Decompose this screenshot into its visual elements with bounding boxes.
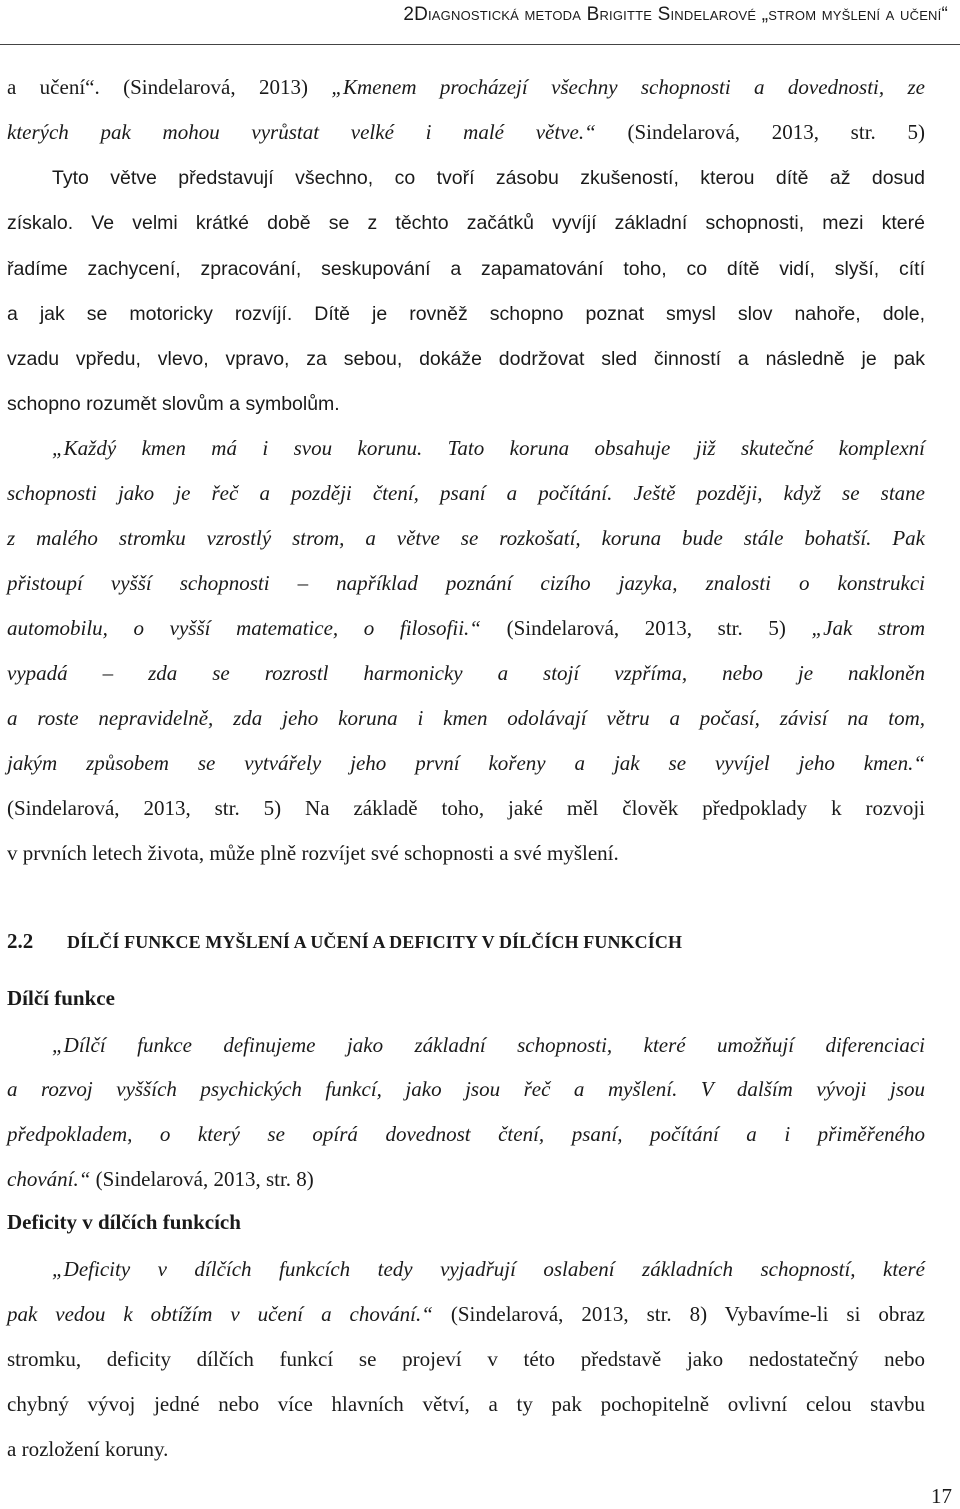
- text-segment: a jak se motoricky rozvíjí. Dítě je rovněž schopno poznat smysl slov nahoře, dole,: [7, 303, 925, 325]
- text-line: [7, 389, 925, 418]
- text-line: [7, 1300, 925, 1328]
- text-line: [7, 254, 925, 283]
- header-rule: [0, 44, 960, 45]
- subheading-dilci-funkce: Dílčí funkce: [7, 986, 115, 1010]
- text-line: [7, 118, 925, 146]
- italic-quote-text: pak vedou k obtížím v učení a chování.“: [7, 1302, 433, 1326]
- text-line: [7, 614, 925, 642]
- text-segment: (Sindelarová, 2013, str. 8): [90, 1167, 314, 1191]
- text-segment: schopno rozumět slovům a symbolům.: [7, 393, 340, 415]
- subheading-deficity: Deficity v dílčích funkcích: [7, 1210, 241, 1234]
- text-line: [7, 1165, 925, 1193]
- section-title: DÍLČÍ FUNKCE MYŠLENÍ A UČENÍ A DEFICITY V DÍLČÍCH FUNKCÍCH: [67, 932, 683, 952]
- page-number: 17: [931, 1484, 952, 1508]
- italic-quote-text: vypadá – zda se rozrostl harmonicky a stojí vzpříma, nebo je nakloněn: [7, 661, 925, 685]
- italic-quote-text: chování.“: [7, 1167, 91, 1191]
- text-segment: získalo.: [7, 212, 92, 234]
- italic-quote-text: kterých pak mohou vyrůstat velké i malé větve.“: [7, 120, 596, 144]
- italic-quote-text: „Dílčí funkce definujeme jako základní schopnosti, které umožňují diferenciaci: [52, 1033, 925, 1057]
- text-segment: řadíme zachycení, zpracování, seskupování a zapamatování toho, co dítě vidí, slyší, cítí: [7, 258, 925, 280]
- text-segment: a rozložení koruny.: [7, 1437, 169, 1461]
- section-heading: [7, 929, 682, 954]
- text-segment: (Sindelarová, 2013, str. 5) Na základě toho, jaké měl člověk předpoklady k rozvoji: [7, 796, 925, 820]
- text-line: [7, 749, 925, 777]
- text-line: [7, 1390, 925, 1418]
- text-segment: Tyto větve představují všechno, co tvoří zásobu zkušeností, kterou dítě až dosud: [52, 167, 925, 189]
- text-line: [7, 1345, 925, 1373]
- text-line: [7, 794, 925, 822]
- text-line: [7, 344, 925, 373]
- text-line: [7, 479, 925, 507]
- text-segment: (Sindelarová, 2013, str. 5): [481, 616, 812, 640]
- text-segment: stromku, deficity dílčích funkcí se projeví v této představě jako nedostatečný nebo: [7, 1347, 925, 1371]
- italic-quote-text: přistoupí vyšší schopnosti – například poznání cizího jazyka, znalosti o konstrukci: [7, 571, 925, 595]
- text-segment: vzadu vpředu, vlevo, vpravo, za sebou, dokáže dodržovat sled činností a následně je pak: [7, 348, 925, 370]
- italic-quote-text: „Jak strom: [811, 616, 925, 640]
- text-line: [7, 839, 925, 867]
- italic-quote-text: schopnosti jako je řeč a později čtení, psaní a počítání. Ještě později, když se stane: [7, 481, 925, 505]
- italic-quote-text: „Každý kmen má i svou korunu. Tato koruna obsahuje již skutečné komplexní: [52, 436, 925, 460]
- text-line: [52, 1031, 925, 1059]
- italic-quote-text: a roste nepravidelně, zda jeho koruna i kmen odolávají větru a počasí, závisí na tom,: [7, 706, 925, 730]
- italic-quote-text: a rozvoj vyšších psychických funkcí, jako jsou řeč a myšlení. V dalším vývoji jsou: [7, 1077, 925, 1101]
- section-number: 2.2: [7, 929, 34, 953]
- text-line: [7, 1120, 925, 1148]
- text-line: [52, 1255, 925, 1283]
- text-line: [7, 299, 925, 328]
- text-line: [52, 163, 925, 192]
- text-line: [7, 659, 925, 687]
- text-line: [7, 704, 925, 732]
- text-line: [7, 73, 925, 101]
- running-header: 2Diagnostická metoda Brigitte Sindelarové „strom myšlení a učení“: [403, 4, 948, 25]
- text-segment: v prvních letech života, může plně rozvíjet své schopnosti a své myšlení.: [7, 841, 619, 865]
- text-line: [52, 434, 925, 462]
- text-segment: (Sindelarová, 2013, str. 5): [595, 120, 925, 144]
- text-line: [7, 1435, 925, 1463]
- italic-quote-text: z malého stromku vzrostlý strom, a větve se rozkošatí, koruna bude stále bohatší. Pak: [7, 526, 925, 550]
- text-line: [7, 569, 925, 597]
- italic-quote-text: předpokladem, o který se opírá dovednost čtení, psaní, počítání a i přiměřeného: [7, 1122, 925, 1146]
- text-line: [7, 524, 925, 552]
- text-segment: a učení“. (Sindelarová, 2013): [7, 75, 332, 99]
- text-line: [7, 1075, 925, 1103]
- text-line: [7, 208, 925, 237]
- text-segment: (Sindelarová, 2013, str. 8) Vybavíme-li si obraz: [432, 1302, 925, 1326]
- italic-quote-text: jakým způsobem se vytvářely jeho první kořeny a jak se vyvíjel jeho kmen.“: [7, 751, 925, 775]
- italic-quote-text: automobilu, o vyšší matematice, o filosofii.“: [7, 616, 481, 640]
- text-segment: Ve velmi krátké době se z těchto začátků vyvíjí základní schopnosti, mezi které: [91, 212, 925, 234]
- text-segment: chybný vývoj jedné nebo více hlavních větví, a ty pak pochopitelně ovlivní celou stavbu: [7, 1392, 925, 1416]
- italic-quote-text: „Deficity v dílčích funkcích tedy vyjadřují oslabení základních schopností, které: [52, 1257, 925, 1281]
- italic-quote-text: „Kmenem procházejí všechny schopnosti a dovednosti, ze: [331, 75, 925, 99]
